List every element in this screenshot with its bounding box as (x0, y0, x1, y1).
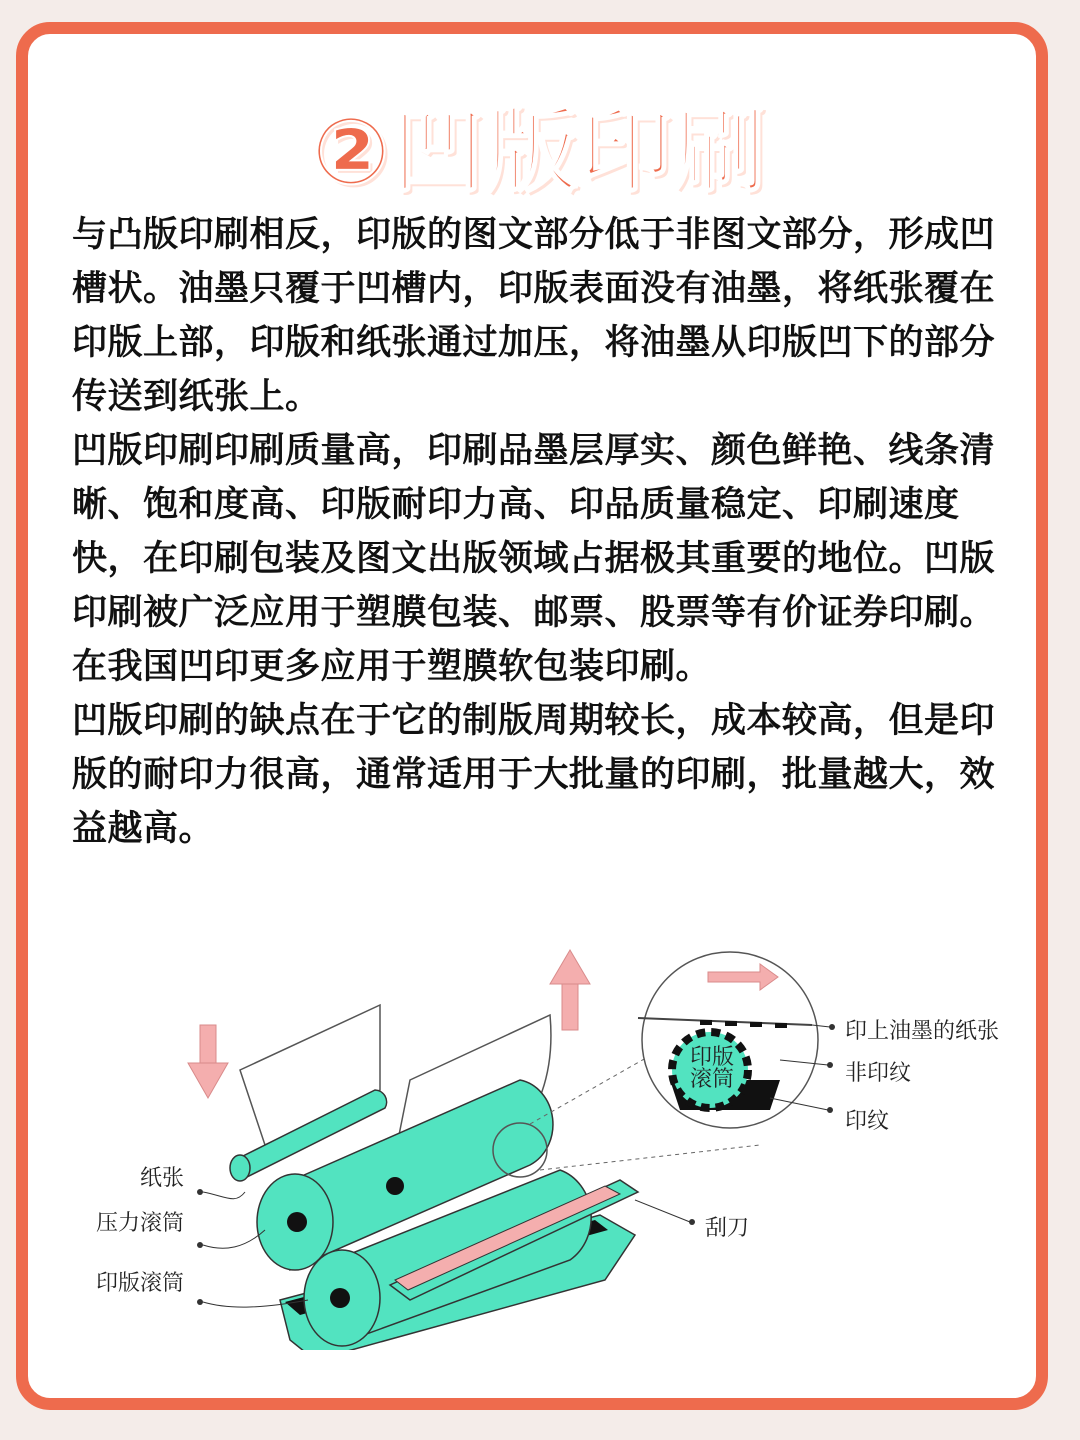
paragraph-3: 在我国凹印更多应用于塑膜软包装印刷。 (72, 647, 712, 687)
label-plate-roller: 印版滚筒 (96, 1271, 185, 1296)
label-print: 印纹 (845, 1109, 890, 1134)
down-arrow-icon (188, 1025, 228, 1098)
label-pressure-roller: 压力滚筒 (96, 1211, 185, 1236)
inset-detail (638, 952, 818, 1128)
article-body (72, 208, 1012, 856)
paragraph-2: 凹版印刷印刷质量高，印刷品墨层厚实、颜色鲜艳、线条清晰、饱和度高、印版耐印力高、印品质量稳定、印刷速度快，在印刷包装及图文出版领域占据极其重要的地位。凹版印刷被广泛应用于塑膜包装、邮票、股票等有价证券印刷。 (72, 431, 996, 633)
gravure-printing-diagram (60, 930, 1020, 1350)
up-arrow-icon (550, 950, 590, 1030)
label-inked-paper: 印上油墨的纸张 (845, 1019, 1000, 1044)
paragraph-4: 凹版印刷的缺点在于它的制版周期较长，成本较高，但是印版的耐印力很高，通常适用于大批量的印刷，批量越大，效益越高。 (72, 701, 996, 849)
paragraph-1: 与凸版印刷相反，印版的图文部分低于非图文部分，形成凹槽状。油墨只覆于凹槽内，印版表面没有油墨，将纸张覆在印版上部，印版和纸张通过加压，将油墨从印版凹下的部分传送到纸张上。 (72, 215, 996, 417)
inset-roller-label-1: 印版 (690, 1045, 735, 1070)
page-title: ②凹版印刷 (312, 98, 768, 205)
inset-roller-label-2: 滚筒 (690, 1067, 735, 1092)
label-non-print: 非印纹 (845, 1061, 912, 1086)
label-paper: 纸张 (140, 1166, 185, 1191)
label-doctor-blade: 刮刀 (705, 1216, 750, 1241)
